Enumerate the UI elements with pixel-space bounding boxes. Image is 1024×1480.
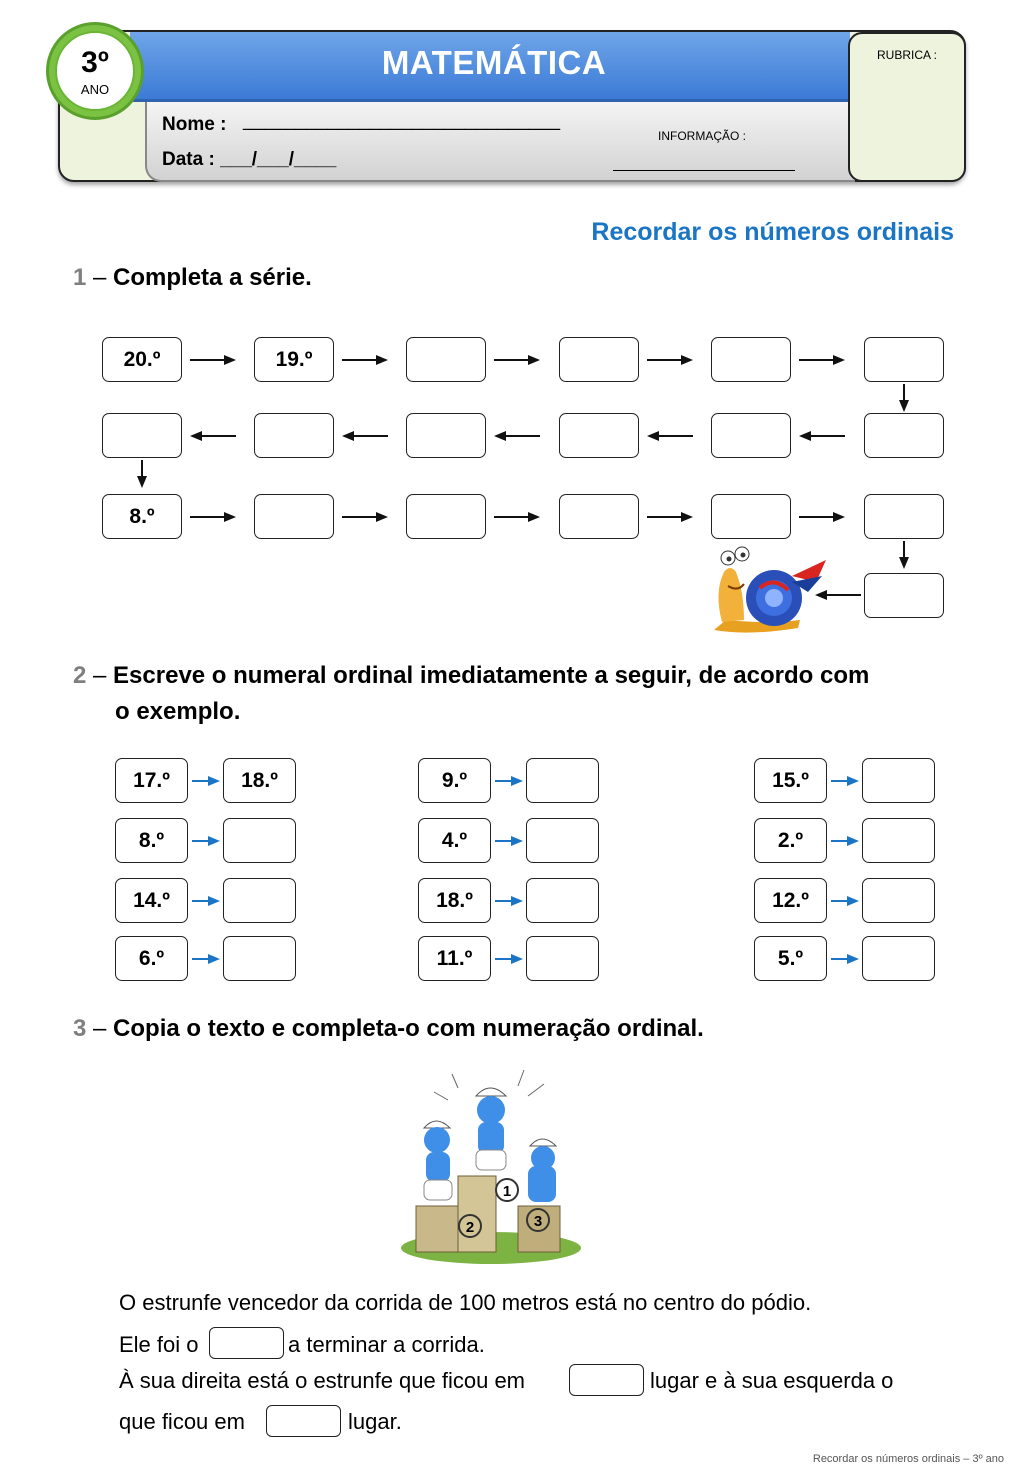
series-box[interactable]: 8.º xyxy=(102,494,182,539)
question-number: 3 xyxy=(73,1015,87,1042)
series-box[interactable] xyxy=(711,337,791,382)
nome-field[interactable]: ______________________________ xyxy=(243,110,561,131)
given-ordinal-box: 12.º xyxy=(754,878,827,923)
given-ordinal-box: 2.º xyxy=(754,818,827,863)
arrow-down-icon xyxy=(898,384,910,412)
story-line-2a: Ele foi o xyxy=(119,1332,199,1357)
answer-ordinal-box[interactable] xyxy=(223,878,296,923)
series-box[interactable] xyxy=(711,494,791,539)
arrow-right-icon xyxy=(192,835,220,847)
question-number: 1 xyxy=(73,264,87,291)
given-ordinal-box: 5.º xyxy=(754,936,827,981)
arrow-right-icon xyxy=(342,354,388,366)
answer-ordinal-box[interactable] xyxy=(526,758,599,803)
arrow-right-icon xyxy=(831,953,859,965)
nome-label: Nome : xyxy=(162,114,227,135)
answer-ordinal-box[interactable] xyxy=(223,818,296,863)
series-box[interactable] xyxy=(864,337,944,382)
arrow-right-icon xyxy=(495,775,523,787)
question-dash: – xyxy=(86,1015,114,1042)
series-box[interactable] xyxy=(559,337,639,382)
answer-ordinal-box[interactable]: 18.º xyxy=(223,758,296,803)
question-text: Escreve o numeral ordinal imediatamente a seguir, de acordo com xyxy=(113,662,870,689)
rubrica-label: RUBRICA : xyxy=(876,48,937,62)
arrow-right-icon xyxy=(494,511,540,523)
data-field[interactable]: Data : ___/___/____ xyxy=(162,149,337,170)
arrow-right-icon xyxy=(495,835,523,847)
topic-title: Recordar os números ordinais xyxy=(591,218,954,246)
question-3-heading xyxy=(73,1015,704,1043)
arrow-down-icon xyxy=(136,460,148,488)
series-box[interactable] xyxy=(864,573,944,618)
series-box[interactable] xyxy=(406,337,486,382)
answer-ordinal-box[interactable] xyxy=(526,878,599,923)
series-box[interactable] xyxy=(254,413,334,458)
arrow-right-icon xyxy=(647,354,693,366)
podium-first-label: 1 xyxy=(502,1183,512,1200)
question-1-heading xyxy=(73,264,312,292)
story-line-3a: À sua direita está o estrunfe que ficou em xyxy=(119,1368,526,1393)
arrow-left-icon xyxy=(647,430,693,442)
arrow-right-icon xyxy=(192,895,220,907)
question-dash: – xyxy=(86,662,114,689)
series-box[interactable] xyxy=(559,413,639,458)
grade-sub: ANO xyxy=(80,82,110,97)
story-line-4b: lugar. xyxy=(348,1409,402,1434)
answer-box-left[interactable] xyxy=(266,1405,341,1437)
arrow-right-icon xyxy=(192,775,220,787)
answer-ordinal-box[interactable] xyxy=(862,936,935,981)
arrow-right-icon xyxy=(190,511,236,523)
arrow-down-icon xyxy=(898,541,910,569)
given-ordinal-box: 18.º xyxy=(418,878,491,923)
given-ordinal-box: 4.º xyxy=(418,818,491,863)
page-footer: Recordar os números ordinais – 3º ano xyxy=(812,1453,1004,1465)
answer-box-place[interactable] xyxy=(209,1327,284,1359)
grade-number: 3º xyxy=(81,46,109,79)
answer-box-right[interactable] xyxy=(569,1364,644,1396)
question-number: 2 xyxy=(73,662,87,689)
page-title: MATEMÁTICA xyxy=(381,44,607,81)
arrow-right-icon xyxy=(831,895,859,907)
arrow-right-icon xyxy=(190,354,236,366)
info-label: INFORMAÇÃO : xyxy=(658,129,747,143)
podium-third-label: 3 xyxy=(533,1213,543,1230)
podium-illustration xyxy=(398,1066,584,1270)
question-2-heading xyxy=(73,658,869,730)
story-line-2b: a terminar a corrida. xyxy=(288,1332,485,1357)
question-text: Completa a série. xyxy=(113,264,312,291)
series-box[interactable] xyxy=(864,413,944,458)
arrow-left-icon xyxy=(799,430,845,442)
arrow-left-icon xyxy=(494,430,540,442)
given-ordinal-box: 15.º xyxy=(754,758,827,803)
series-box[interactable] xyxy=(406,494,486,539)
arrow-left-icon xyxy=(342,430,388,442)
answer-ordinal-box[interactable] xyxy=(526,818,599,863)
arrow-right-icon xyxy=(647,511,693,523)
series-box[interactable] xyxy=(254,494,334,539)
series-box[interactable] xyxy=(864,494,944,539)
given-ordinal-box: 9.º xyxy=(418,758,491,803)
answer-ordinal-box[interactable] xyxy=(526,936,599,981)
series-box[interactable] xyxy=(406,413,486,458)
answer-ordinal-box[interactable] xyxy=(862,878,935,923)
series-box[interactable]: 20.º xyxy=(102,337,182,382)
story-line-4a: que ficou em xyxy=(119,1409,245,1434)
snail-illustration xyxy=(708,542,832,638)
question-text: o exemplo. xyxy=(115,698,241,725)
series-box[interactable]: 19.º xyxy=(254,337,334,382)
series-box[interactable] xyxy=(711,413,791,458)
info-field[interactable] xyxy=(613,170,795,171)
arrow-right-icon xyxy=(495,953,523,965)
arrow-right-icon xyxy=(192,953,220,965)
given-ordinal-box: 6.º xyxy=(115,936,188,981)
question-dash: – xyxy=(86,264,114,291)
given-ordinal-box: 8.º xyxy=(115,818,188,863)
story-line-1: O estrunfe vencedor da corrida de 100 metros está no centro do pódio. xyxy=(119,1290,812,1315)
story-line-3b: lugar e à sua esquerda o xyxy=(650,1368,894,1393)
arrow-left-icon xyxy=(190,430,236,442)
podium-second-label: 2 xyxy=(465,1219,475,1236)
arrow-right-icon xyxy=(831,775,859,787)
arrow-right-icon xyxy=(799,354,845,366)
arrow-right-icon xyxy=(799,511,845,523)
given-ordinal-box: 17.º xyxy=(115,758,188,803)
arrow-right-icon xyxy=(342,511,388,523)
arrow-right-icon xyxy=(494,354,540,366)
arrow-right-icon xyxy=(495,895,523,907)
answer-ordinal-box[interactable] xyxy=(223,936,296,981)
question-text: Copia o texto e completa-o com numeração ordinal. xyxy=(113,1015,704,1042)
answer-ordinal-box[interactable] xyxy=(862,758,935,803)
given-ordinal-box: 14.º xyxy=(115,878,188,923)
given-ordinal-box: 11.º xyxy=(418,936,491,981)
arrow-right-icon xyxy=(831,835,859,847)
series-box[interactable] xyxy=(102,413,182,458)
series-box[interactable] xyxy=(559,494,639,539)
answer-ordinal-box[interactable] xyxy=(862,818,935,863)
